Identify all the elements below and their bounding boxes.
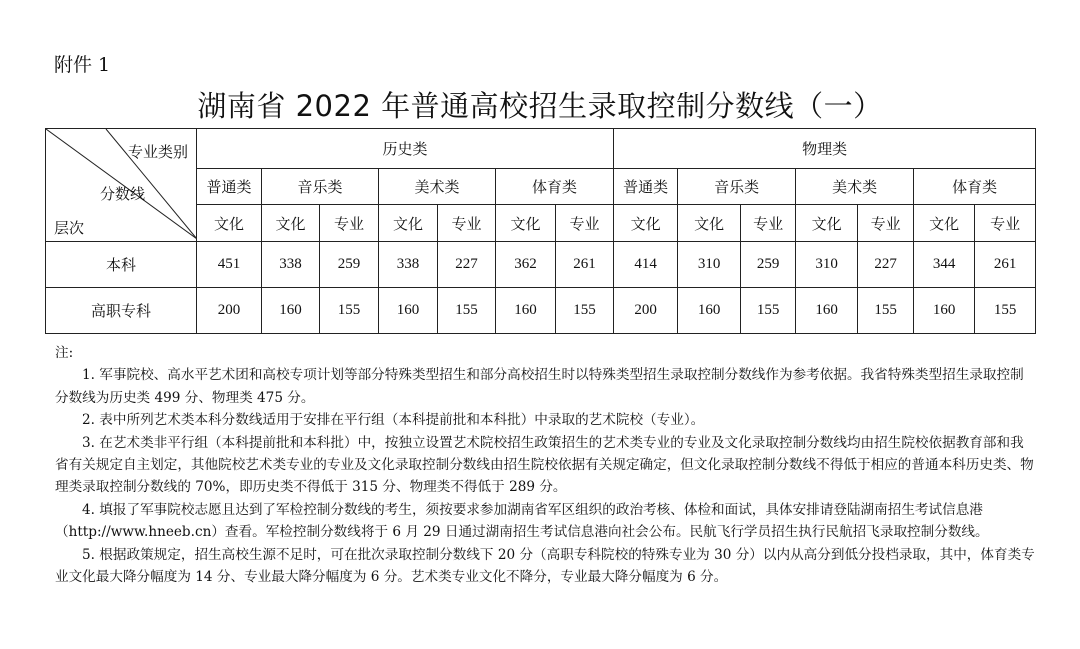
score-cell: 160 <box>796 288 858 334</box>
subheader-cell: 专业 <box>741 205 796 242</box>
subgroup-header: 体育类 <box>914 169 1036 205</box>
notes-section <box>55 342 1035 588</box>
subgroup-header: 美术类 <box>379 169 496 205</box>
subheader-cell: 文化 <box>496 205 556 242</box>
score-cell: 227 <box>438 242 496 288</box>
subgroup-header: 音乐类 <box>678 169 796 205</box>
diagonal-category-label: 专业类别 <box>127 143 188 161</box>
note-item: 5. 根据政策规定，招生高校生源不足时，可在批次录取控制分数线下 20 分（高职专科院校的特殊专业为 30 分）以内从高分到低分投档录取，其中，体育类专业文化最大降分幅度为 14 分、专业最大降分幅度为 6 分。艺术类专业文化不降分，专业最大降分幅度为 6 分。 <box>55 546 1035 586</box>
note-item: 4. 填报了军事院校志愿且达到了军检控制分数线的考生，须按要求参加湖南省军区组织的政治考核、体检和面试，具体安排请登陆湖南招生考试信息港（http://www.hneeb.cn）查看。军检控制分数线将于 6 月 29 日通过湖南招生考试信息港向社会公布。民航飞行学员招生执行民航招飞录取控制分数线。 <box>55 501 989 541</box>
group-header-physics: 物理类 <box>614 129 1036 169</box>
subheader-cell: 文化 <box>678 205 741 242</box>
score-cell: 261 <box>556 242 614 288</box>
subheader-cell: 文化 <box>614 205 678 242</box>
score-cell: 259 <box>741 242 796 288</box>
subgroup-header: 普通类 <box>614 169 678 205</box>
subheader-cell: 专业 <box>556 205 614 242</box>
subgroup-header: 普通类 <box>197 169 262 205</box>
note-item: 1. 军事院校、高水平艺术团和高校专项计划等部分特殊类型招生和部分高校招生时以特殊类型招生录取控制分数线作为参考依据。我省特殊类型招生录取控制分数线为历史类 499 分、物理类 475 分。 <box>55 367 1024 406</box>
subgroup-header: 音乐类 <box>262 169 379 205</box>
score-cell: 451 <box>197 242 262 288</box>
subheader-cell: 文化 <box>379 205 438 242</box>
subheader-cell: 文化 <box>262 205 320 242</box>
score-cell: 362 <box>496 242 556 288</box>
score-cell: 155 <box>556 288 614 334</box>
diagonal-header-cell <box>46 129 197 242</box>
score-cell: 155 <box>975 288 1036 334</box>
subgroup-header: 美术类 <box>796 169 914 205</box>
score-cell: 155 <box>858 288 914 334</box>
score-cell: 338 <box>262 242 320 288</box>
score-table <box>45 128 1036 334</box>
page-title: 湖南省 2022 年普通高校招生录取控制分数线（一） <box>197 89 883 123</box>
diagonal-score-label: 分数线 <box>100 185 146 203</box>
score-cell: 261 <box>975 242 1036 288</box>
table-row-vocational <box>46 288 1036 334</box>
score-cell: 310 <box>678 242 741 288</box>
row-level-label: 高职专科 <box>46 288 197 334</box>
subgroup-header: 体育类 <box>496 169 614 205</box>
subheader-cell: 文化 <box>914 205 975 242</box>
score-cell: 160 <box>678 288 741 334</box>
score-cell: 200 <box>197 288 262 334</box>
subheader-cell: 专业 <box>320 205 379 242</box>
notes-label: 注: <box>55 345 74 361</box>
score-cell: 155 <box>320 288 379 334</box>
subheader-cell: 专业 <box>975 205 1036 242</box>
row-level-label: 本科 <box>46 242 197 288</box>
subheader-cell: 专业 <box>438 205 496 242</box>
attachment-label: 附件 1 <box>54 54 111 76</box>
subheader-cell: 专业 <box>858 205 914 242</box>
note-item: 3. 在艺术类非平行组（本科提前批和本科批）中，按独立设置艺术院校招生政策招生的艺术类专业的专业及文化录取控制分数线均由招生院校依据教育部和我省有关规定自主划定，其他院校艺术类专业的专业及文化录取控制分数线由招生院校依据有关规定确定，但文化录取控制分数线不得低于相应的普通本科历史类、物理类录取控制分数线的 70%，即历史类不得低于 315 分、物理类不得低于 289 分。 <box>55 434 1034 496</box>
score-cell: 227 <box>858 242 914 288</box>
score-cell: 160 <box>914 288 975 334</box>
score-cell: 160 <box>262 288 320 334</box>
score-cell: 160 <box>379 288 438 334</box>
score-cell: 200 <box>614 288 678 334</box>
score-cell: 310 <box>796 242 858 288</box>
table-row-undergraduate <box>46 242 1036 288</box>
score-cell: 344 <box>914 242 975 288</box>
subheader-cell: 文化 <box>197 205 262 242</box>
score-cell: 259 <box>320 242 379 288</box>
score-cell: 160 <box>496 288 556 334</box>
diagonal-level-label: 层次 <box>54 219 85 237</box>
score-cell: 155 <box>438 288 496 334</box>
group-header-history: 历史类 <box>197 129 614 169</box>
subheader-cell: 文化 <box>796 205 858 242</box>
note-item: 2. 表中所列艺术类本科分数线适用于安排在平行组（本科提前批和本科批）中录取的艺术院校（专业）。 <box>82 412 705 429</box>
score-cell: 155 <box>741 288 796 334</box>
score-cell: 338 <box>379 242 438 288</box>
score-cell: 414 <box>614 242 678 288</box>
